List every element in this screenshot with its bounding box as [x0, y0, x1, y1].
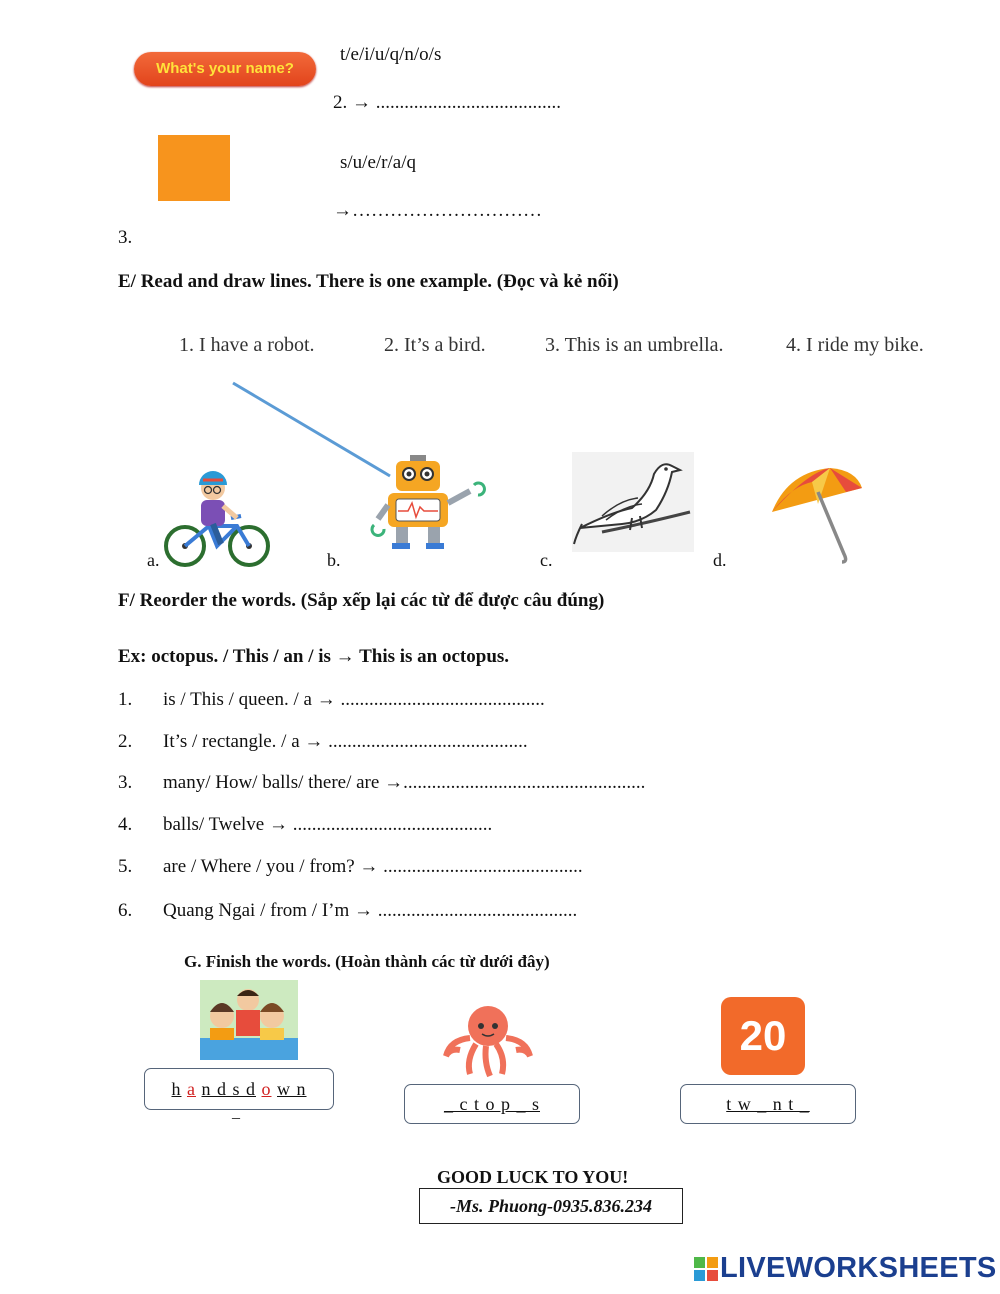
sentence-4[interactable]: 4. I ride my bike. — [786, 334, 924, 356]
hands-down-image — [200, 980, 298, 1060]
reorder-item-5-number: 5. — [118, 856, 133, 877]
word-box-twenty[interactable]: t w _ n t _ — [680, 1084, 856, 1124]
reorder-item-2-number: 2. — [118, 731, 133, 752]
scramble-2: t/e/i/u/q/n/o/s — [340, 44, 442, 65]
reorder-item-5[interactable]: are / Where / you / from? → .......................................... — [163, 856, 583, 877]
word1-part3: n d s d — [201, 1079, 256, 1099]
answer-2[interactable]: 2. → ....................................... — [333, 92, 561, 113]
word1-filled-a: a — [186, 1079, 196, 1099]
section-f-heading: F/ Reorder the words. (Sắp xếp lại các từ để được câu đúng) — [118, 590, 605, 611]
section-g-heading: G. Finish the words. (Hoàn thành các từ dưới đây) — [184, 952, 550, 971]
liveworksheets-logo-icon — [694, 1257, 718, 1281]
bird-image[interactable] — [572, 452, 694, 552]
word1-extra-blank: _ — [232, 1104, 240, 1121]
teacher-signature: -Ms. Phuong-0935.836.234 — [419, 1188, 683, 1224]
good-luck-text: GOOD LUCK TO YOU! — [437, 1167, 629, 1187]
whats-your-name-badge: What's your name? — [134, 52, 316, 86]
label-d: d. — [713, 550, 727, 570]
reorder-example: Ex: octopus. / This / an / is → This is an octopus. — [118, 646, 510, 667]
word1-part5: w n — [277, 1079, 307, 1099]
label-a: a. — [147, 550, 160, 570]
sentence-3[interactable]: 3. This is an umbrella. — [545, 334, 724, 356]
word1-part1: h — [171, 1079, 182, 1099]
question-3-number: 3. — [118, 227, 133, 248]
scramble-3: s/u/e/r/a/q — [340, 152, 416, 173]
sentence-1[interactable]: 1. I have a robot. — [179, 334, 315, 356]
reorder-item-6[interactable]: Quang Ngai / from / I’m → .......................................... — [163, 900, 578, 921]
word1-filled-o: o — [261, 1079, 272, 1099]
umbrella-image[interactable] — [768, 462, 864, 566]
reorder-item-6-number: 6. — [118, 900, 133, 921]
reorder-item-4[interactable]: balls/ Twelve → .......................................... — [163, 814, 493, 835]
reorder-item-3-number: 3. — [118, 772, 133, 793]
label-b: b. — [327, 550, 341, 570]
reorder-item-3[interactable]: many/ How/ balls/ there/ are →................................................... — [163, 772, 646, 793]
octopus-image — [440, 1000, 536, 1080]
word-box-octopus[interactable]: _ c t o p _ s — [404, 1084, 580, 1124]
answer-3[interactable]: →………………………… — [333, 200, 542, 221]
reorder-item-1[interactable]: is / This / queen. / a → ........................................... — [163, 689, 545, 710]
reorder-item-2[interactable]: It’s / rectangle. / a → .......................................... — [163, 731, 528, 752]
liveworksheets-brand[interactable]: LIVEWORKSHEETS — [720, 1252, 997, 1284]
sentence-2[interactable]: 2. It’s a bird. — [384, 334, 486, 356]
label-c: c. — [540, 550, 553, 570]
reorder-item-1-number: 1. — [118, 689, 133, 710]
reorder-item-4-number: 4. — [118, 814, 133, 835]
boy-bike-image[interactable] — [163, 460, 271, 570]
number-twenty-image: 20 — [721, 997, 805, 1075]
section-e-heading: E/ Read and draw lines. There is one example. (Đọc và kẻ nối) — [118, 271, 619, 292]
robot-image[interactable] — [370, 455, 490, 550]
